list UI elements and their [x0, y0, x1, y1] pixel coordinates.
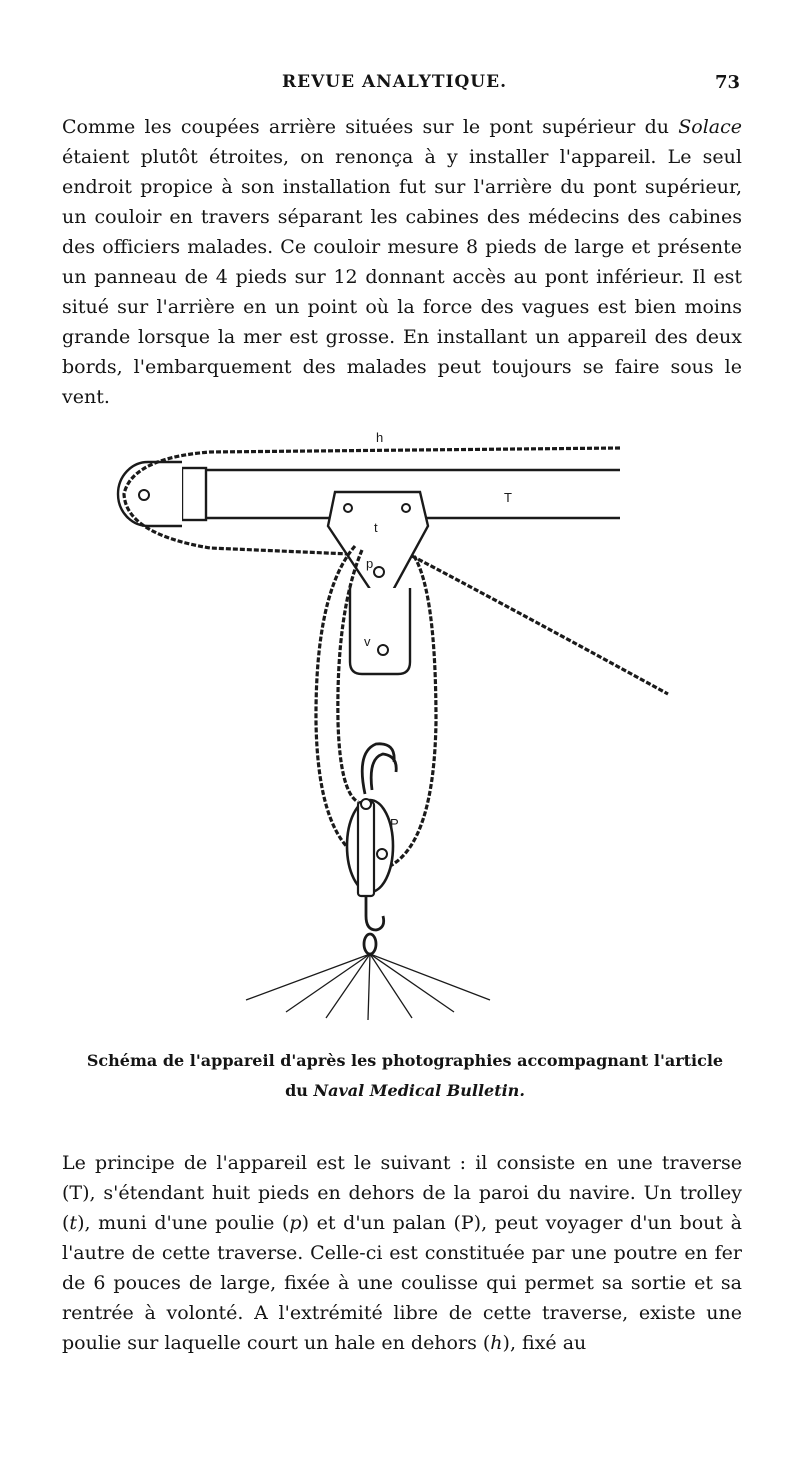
paragraph-1-after-italic: étaient plutôt étroites, on renonça à y installer l'appareil. Le seul endroit propice à son installation fut sur l'arrière du pont supérieur, un couloir en travers séparant les cabines des médecins des cabines des officiers malades. Ce couloir mesure 8 pieds de large et présente un panneau de 4 pieds sur 12 donnant accès au pont inférieur. Il est situé sur l'arrière en un point où la force des vagues est bien moins grande lorsque la mer est grosse. En installant un appareil des deux bords, l'embarquement des malades peut toujours se faire sous le vent. [62, 146, 742, 408]
caption-line-2-prefix: du [285, 1081, 314, 1100]
lower-block [347, 799, 393, 896]
label-P: P [390, 816, 399, 831]
label-p: p [366, 556, 374, 571]
running-head [0, 66, 800, 106]
paragraph-2-seg4: ), fixé au [502, 1332, 587, 1354]
label-h: h [376, 430, 384, 445]
label-T: T [504, 490, 512, 505]
paragraph-1 [62, 112, 742, 412]
hanging-plate [350, 588, 410, 674]
figure-caption [60, 1046, 750, 1106]
lower-hook [364, 896, 384, 954]
label-t: t [374, 520, 378, 535]
paragraph-2 [62, 1148, 742, 1358]
upper-hook [362, 744, 396, 794]
sling-ropes [246, 954, 490, 1020]
outboard-rope [412, 556, 668, 694]
symbol-p: p [289, 1212, 302, 1234]
label-v: v [364, 634, 371, 649]
caption-line-1: Schéma de l'appareil d'après les photographies accompagnant l'article [86, 1051, 724, 1070]
caption-line-2 [60, 1076, 750, 1106]
paragraph-2-seg3: ) et d'un palan (P), peut voyager d'un bout à l'autre de cette traverse. Celle-ci est constituée par une poutre en fer de 6 pouces de large, fixée à une coulisse qui permet sa sortie et sa rentrée à volonté. A l'extrémité libre de cette traverse, existe une poulie sur laquelle court un hale en dehors ( [62, 1212, 742, 1354]
page-number: 73 [715, 72, 741, 93]
running-title: REVUE ANALYTIQUE. [282, 72, 508, 92]
journal-title: Naval Medical Bulletin. [313, 1081, 525, 1100]
trolley [328, 492, 428, 592]
symbol-t: t [69, 1212, 78, 1234]
paragraph-2-text [62, 1148, 742, 1358]
end-pulley [118, 462, 182, 526]
paragraph-2-seg2: ), muni d'une poulie ( [77, 1212, 290, 1234]
apparatus-diagram [100, 422, 700, 1022]
ship-name-solace: Solace [678, 116, 742, 138]
symbol-h: h [490, 1332, 503, 1354]
paragraph-1-before-italic: Comme les coupées arrière situées sur le pont supérieur du [62, 116, 679, 138]
paragraph-2-seg1: Le principe de l'appareil est le suivant : il consiste en une traverse (T), s'étendant huit pieds en dehors de la paroi du navire. Un trolley ( [62, 1152, 742, 1234]
paragraph-1-text [62, 112, 742, 412]
